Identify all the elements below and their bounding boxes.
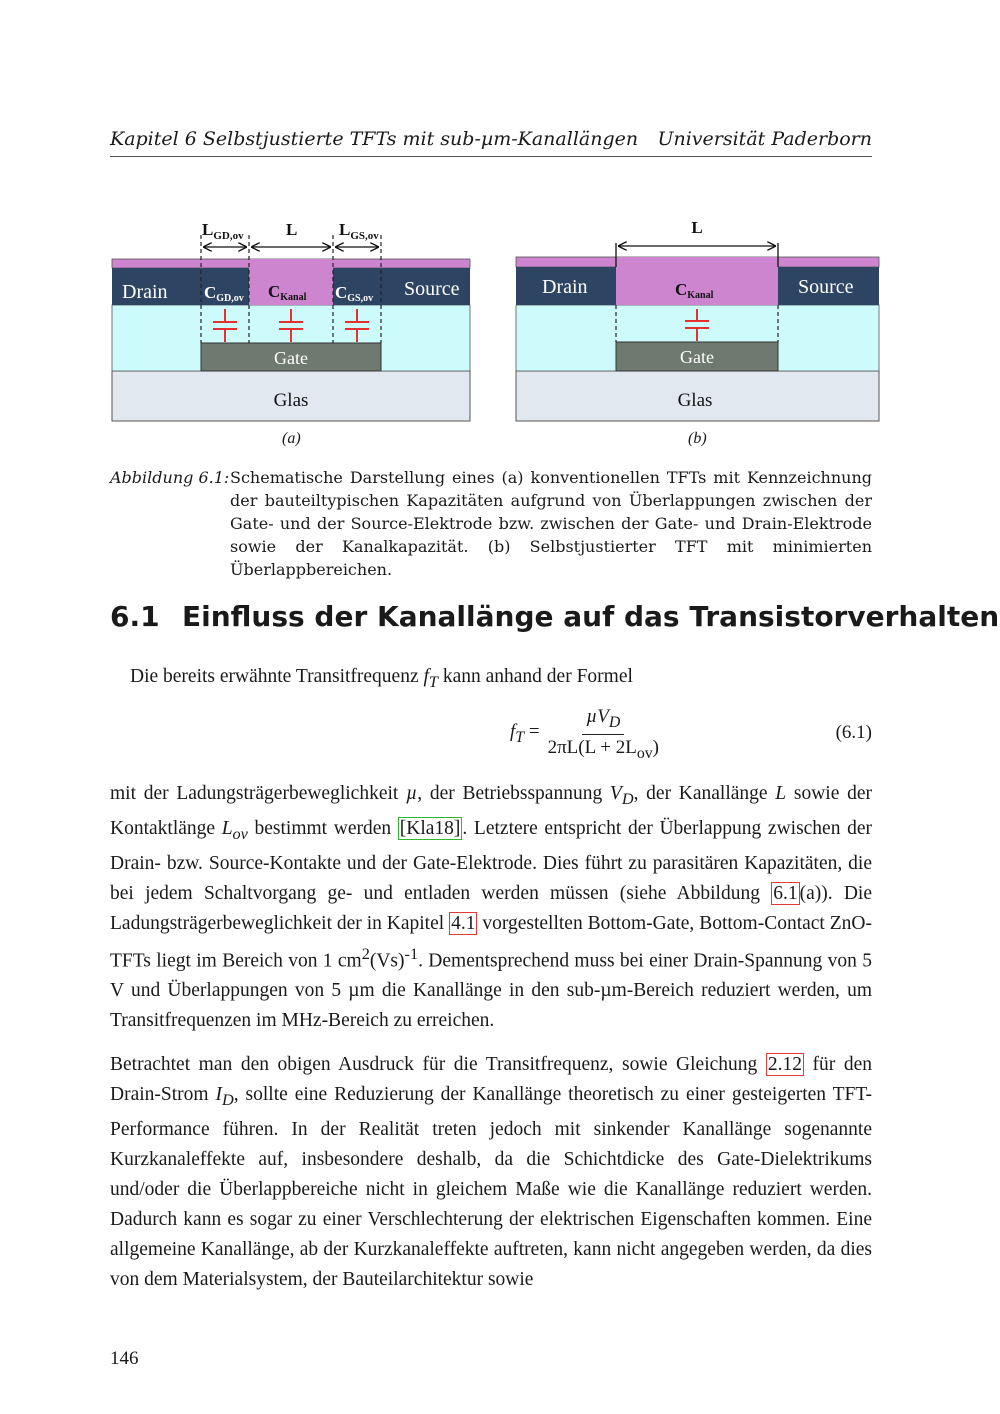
section-number: 6.1 bbox=[110, 600, 160, 633]
section-title: Einfluss der Kanallänge auf das Transistorverhalten bbox=[182, 600, 1000, 633]
figure-ref-link[interactable]: 6.1 bbox=[773, 882, 798, 904]
page-number: 146 bbox=[110, 1348, 139, 1369]
figure-b-sublabel: (b) bbox=[688, 430, 707, 447]
chapter-ref-link[interactable]: 4.1 bbox=[451, 912, 476, 934]
gate-label-b: Gate bbox=[680, 347, 714, 367]
caption-label: Abbildung 6.1: bbox=[110, 468, 230, 487]
body-paragraph-1: mit der Ladungsträgerbeweglichkeit µ, der Betriebsspannung $V_D$, der Kanallänge L sowie der Kontaktlänge $L_{ov}$ bestimmt werden [Kla18] . Letztere entspricht der Überlappung zwischen der Drain- bzw. Source-Kontakte und der Gate-Elektrode. Dies führt zu parasitären Kapazitäten, die bei jedem Schaltvorgang ge- und entladen werden müssen (siehe Abbildung 6.1 (a)). Die Ladungsträgerbeweglichkeit der in Kapitel 4.1 vorgestellten Bottom-Gate, Bottom-Contact ZnO-TFTs liegt im Bereich von 1 $cm^2(Vs)^{-1}$. Dementsprechend muss bei einer Drain-Spannung von 5 V und Überlappungen von 5 µm die Kanallänge in den sub-µm-Bereich reduziert werden, um Transitfrequenzen im MHz-Bereich zu erreichen. bbox=[110, 783, 872, 1032]
caption-text: Schematische Darstellung eines (a) konventionellen TFTs mit Kennzeichnung der bauteiltypischen Kapazitäten aufgrund von Überlappungen zwischen der Gate- und der Source-Elektrode bzw. zwischen der Gate- und Drain-Elektrode sowie der Kanalkapazität. (b) Selbstjustierter TFT mit minimierten Überlappbereichen. bbox=[230, 468, 872, 579]
equation-6-1 bbox=[110, 706, 872, 766]
source-label-b: Source bbox=[798, 276, 854, 298]
l-label-b: L bbox=[691, 218, 703, 237]
equation-ref-link[interactable]: 2.12 bbox=[767, 1054, 802, 1075]
glas-label-a: Glas bbox=[273, 390, 309, 411]
equation-denominator: $2\pi L(L + 2L_{ov})$ bbox=[547, 736, 659, 762]
drain-label-a: Drain bbox=[122, 281, 168, 303]
figure-a-sublabel: (a) bbox=[282, 430, 301, 447]
running-header bbox=[110, 128, 872, 157]
figure-caption bbox=[110, 466, 872, 581]
lgs-label: $L_{GS,ov}$ bbox=[339, 220, 379, 242]
header-chapter: Kapitel 6 Selbstjustierte TFTs mit sub-µm-Kanallängen bbox=[110, 128, 639, 150]
source-label-a: Source bbox=[404, 278, 460, 300]
intro-paragraph: Die bereits erwähnte Transitfrequenz $f_T$ kann anhand der Formel bbox=[130, 666, 633, 691]
gate-label-a: Gate bbox=[274, 348, 308, 368]
citation-link[interactable]: [Kla18] bbox=[399, 817, 461, 839]
drain-label-b: Drain bbox=[542, 276, 588, 298]
figure-a-diagram bbox=[110, 215, 472, 427]
lgd-label: $L_{GD,ov}$ bbox=[202, 220, 244, 242]
ckanal-label-a: CKanal bbox=[268, 282, 307, 303]
equation-numerator: µV$_D$ bbox=[582, 706, 624, 735]
cgd-label: CGD,ov bbox=[204, 283, 244, 304]
body-paragraph-2: Betrachtet man den obigen Ausdruck für die Transitfrequenz, sowie Gleichung 2.12 für den Drain-Strom $I_D$, sollte eine Reduzierung der Kanallänge theoretisch zu einer gesteigerten TFT-Performance führen. In der Realität treten jedoch mit sinkender Kanallänge sogenannte Kurzkanaleffekte auf, insbesondere deshalb, da die Schichtdicke des Gate-Dielektrikums und/oder die Überlappbereiche nicht in gleichem Maße wie die Kanallänge reduziert werden. Dadurch kann es sogar zu einer Verschlechterung der elektrischen Eigenschaften kommen. Eine allgemeine Kanallänge, ab der Kurzkanaleffekte auftreten, kann nicht angegeben werden, da dies von dem Materialsystem, der Bauteilarchitektur sowie bbox=[110, 1054, 872, 1290]
l-label-a: L bbox=[286, 220, 298, 239]
equation-number: (6.1) bbox=[835, 722, 872, 743]
section-heading bbox=[110, 600, 999, 633]
glas-label-b: Glas bbox=[677, 390, 713, 411]
equation-lhs: $f_T$ = bbox=[510, 721, 540, 747]
figure-b-diagram bbox=[514, 215, 882, 427]
equation-body bbox=[510, 706, 659, 763]
ckanal-label-b: CKanal bbox=[675, 280, 714, 301]
header-university: Universität Paderborn bbox=[657, 128, 872, 150]
cgs-label: CGS,ov bbox=[335, 283, 374, 304]
